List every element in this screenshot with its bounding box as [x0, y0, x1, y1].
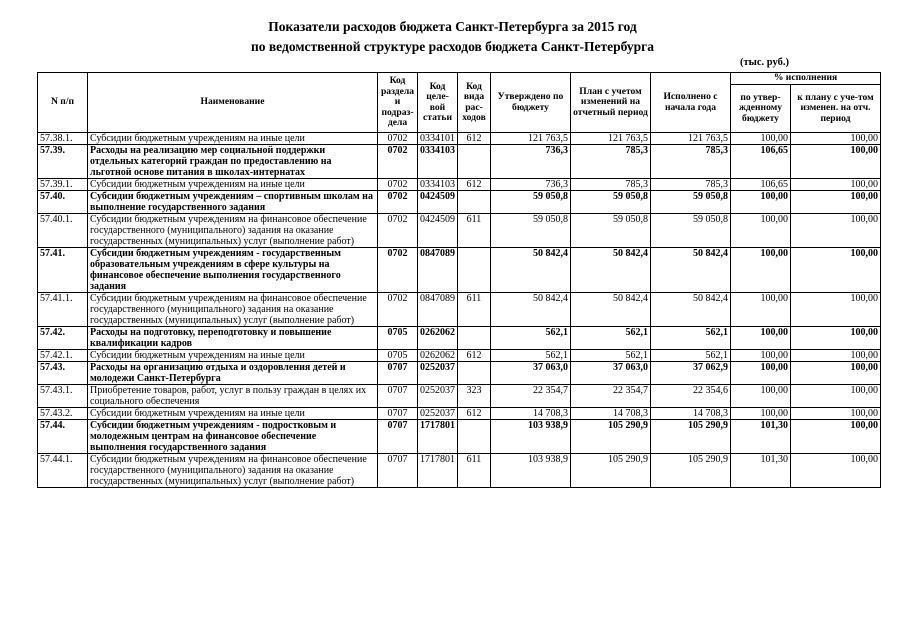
- cell-pct-approved: 101,30: [731, 420, 791, 454]
- cell-statya: 0847089: [418, 293, 458, 327]
- cell-name: Субсидии бюджетным учреждениям на иные цели: [88, 179, 378, 191]
- cell-executed: 59 050,8: [651, 191, 731, 214]
- cell-pct-approved: 100,00: [731, 133, 791, 145]
- table-row: [38, 145, 881, 179]
- cell-executed: 121 763,5: [651, 133, 731, 145]
- cell-vid: 612: [458, 408, 491, 420]
- cell-name: Субсидии бюджетным учреждениям – спортивным школам на выполнение государственного задания: [88, 191, 378, 214]
- cell-razdel: 0702: [378, 248, 418, 293]
- cell-statya: 1717801: [418, 454, 458, 488]
- cell-executed: 50 842,4: [651, 293, 731, 327]
- cell-pct-plan: 100,00: [791, 214, 881, 248]
- cell-statya: 0262062: [418, 327, 458, 350]
- cell-np: 57.43.2.: [38, 408, 88, 420]
- table-row: [38, 385, 881, 408]
- cell-pct-plan: 100,00: [791, 420, 881, 454]
- cell-name: Субсидии бюджетным учреждениям на иные цели: [88, 350, 378, 362]
- header-plan: План с учетом изменений на отчетный период: [571, 73, 651, 133]
- cell-approved: 14 708,3: [491, 408, 571, 420]
- cell-approved: 50 842,4: [491, 248, 571, 293]
- cell-approved: 59 050,8: [491, 191, 571, 214]
- cell-razdel: 0707: [378, 362, 418, 385]
- cell-np: 57.42.1.: [38, 350, 88, 362]
- cell-executed: 562,1: [651, 327, 731, 350]
- cell-np: 57.41.: [38, 248, 88, 293]
- cell-razdel: 0702: [378, 214, 418, 248]
- cell-plan: 105 290,9: [571, 454, 651, 488]
- cell-statya: 0334103: [418, 145, 458, 179]
- cell-pct-plan: 100,00: [791, 454, 881, 488]
- document-title: Показатели расходов бюджета Санкт-Петербурга за 2015 год: [268, 19, 637, 34]
- cell-np: 57.43.: [38, 362, 88, 385]
- cell-razdel: 0707: [378, 385, 418, 408]
- cell-razdel: 0702: [378, 293, 418, 327]
- cell-statya: 0252037: [418, 385, 458, 408]
- cell-plan: 121 763,5: [571, 133, 651, 145]
- header-vid: Код вида рас-ходов: [458, 73, 491, 133]
- cell-approved: 562,1: [491, 350, 571, 362]
- cell-razdel: 0702: [378, 179, 418, 191]
- cell-approved: 50 842,4: [491, 293, 571, 327]
- cell-plan: 59 050,8: [571, 214, 651, 248]
- cell-pct-plan: 100,00: [791, 191, 881, 214]
- table-row: [38, 248, 881, 293]
- cell-name: Субсидии бюджетным учреждениям - подростковым и молодежным центрам на финансовое обеспечение выполнения государственного задания: [88, 420, 378, 454]
- cell-approved: 562,1: [491, 327, 571, 350]
- cell-executed: 785,3: [651, 145, 731, 179]
- cell-name: Приобретение товаров, работ, услуг в пользу граждан в целях их социального обеспечения: [88, 385, 378, 408]
- cell-name: Субсидии бюджетным учреждениям на иные цели: [88, 408, 378, 420]
- cell-name: Субсидии бюджетным учреждениям на финансовое обеспечение государственного (муниципального) задания на оказание государственных (муниципальных) услуг (выполнение работ): [88, 293, 378, 327]
- cell-plan: 562,1: [571, 350, 651, 362]
- table-body: [38, 133, 881, 488]
- header-pct-group: % исполнения: [731, 73, 881, 85]
- cell-vid: 612: [458, 350, 491, 362]
- cell-name: Расходы на реализацию мер социальной поддержки отдельных категорий граждан по предоставлению на льготной основе питания в школах-интернатах: [88, 145, 378, 179]
- cell-plan: 105 290,9: [571, 420, 651, 454]
- table-row: [38, 454, 881, 488]
- cell-pct-approved: 100,00: [731, 362, 791, 385]
- cell-razdel: 0707: [378, 408, 418, 420]
- cell-statya: 0424509: [418, 191, 458, 214]
- table-row: [38, 191, 881, 214]
- table-row: [38, 133, 881, 145]
- cell-approved: 736,3: [491, 179, 571, 191]
- cell-vid: 612: [458, 133, 491, 145]
- cell-np: 57.40.: [38, 191, 88, 214]
- cell-name: Субсидии бюджетным учреждениям на иные цели: [88, 133, 378, 145]
- cell-statya: 0334101: [418, 133, 458, 145]
- cell-pct-plan: 100,00: [791, 350, 881, 362]
- cell-razdel: 0707: [378, 420, 418, 454]
- cell-executed: 105 290,9: [651, 454, 731, 488]
- cell-approved: 59 050,8: [491, 214, 571, 248]
- cell-vid: 611: [458, 293, 491, 327]
- cell-vid: 611: [458, 214, 491, 248]
- header-pct-plan: к плану с уче-том изменен. на отч. период: [791, 85, 881, 133]
- header-statya: Код целе-вой статьи: [418, 73, 458, 133]
- cell-vid: 612: [458, 179, 491, 191]
- cell-executed: 50 842,4: [651, 248, 731, 293]
- cell-razdel: 0702: [378, 145, 418, 179]
- cell-pct-plan: 100,00: [791, 293, 881, 327]
- table-row: [38, 420, 881, 454]
- cell-pct-approved: 106,65: [731, 179, 791, 191]
- header-razdel: Код раздела и подраз-дела: [378, 73, 418, 133]
- cell-approved: 37 063,0: [491, 362, 571, 385]
- table-row: [38, 214, 881, 248]
- cell-razdel: 0702: [378, 133, 418, 145]
- cell-statya: 0252037: [418, 408, 458, 420]
- table-row: [38, 293, 881, 327]
- cell-pct-approved: 100,00: [731, 408, 791, 420]
- cell-plan: 14 708,3: [571, 408, 651, 420]
- table-row: [38, 408, 881, 420]
- cell-executed: 105 290,9: [651, 420, 731, 454]
- cell-np: 57.44.1.: [38, 454, 88, 488]
- cell-plan: 50 842,4: [571, 293, 651, 327]
- cell-np: 57.44.: [38, 420, 88, 454]
- cell-executed: 562,1: [651, 350, 731, 362]
- table-row: [38, 179, 881, 191]
- cell-plan: 562,1: [571, 327, 651, 350]
- cell-pct-plan: 100,00: [791, 179, 881, 191]
- cell-name: Расходы на подготовку, переподготовку и повышение квалификации кадров: [88, 327, 378, 350]
- budget-table: [37, 72, 881, 488]
- cell-pct-plan: 100,00: [791, 327, 881, 350]
- header-name: Наименование: [88, 73, 378, 133]
- cell-np: 57.39.1.: [38, 179, 88, 191]
- cell-plan: 59 050,8: [571, 191, 651, 214]
- cell-pct-plan: 100,00: [791, 362, 881, 385]
- cell-vid: 611: [458, 454, 491, 488]
- cell-pct-approved: 100,00: [731, 327, 791, 350]
- cell-pct-approved: 100,00: [731, 350, 791, 362]
- cell-razdel: 0705: [378, 350, 418, 362]
- cell-pct-plan: 100,00: [791, 145, 881, 179]
- cell-executed: 59 050,8: [651, 214, 731, 248]
- cell-executed: 37 062,9: [651, 362, 731, 385]
- cell-plan: 22 354,7: [571, 385, 651, 408]
- cell-pct-approved: 100,00: [731, 214, 791, 248]
- cell-plan: 37 063,0: [571, 362, 651, 385]
- cell-approved: 121 763,5: [491, 133, 571, 145]
- table-row: [38, 327, 881, 350]
- table-row: [38, 362, 881, 385]
- cell-razdel: 0707: [378, 454, 418, 488]
- cell-name: Субсидии бюджетным учреждениям на финансовое обеспечение государственного (муниципального) задания на оказание государственных (муниципальных) услуг (выполнение работ): [88, 214, 378, 248]
- cell-vid: 323: [458, 385, 491, 408]
- cell-vid: [458, 145, 491, 179]
- cell-statya: 0252037: [418, 362, 458, 385]
- cell-approved: 736,3: [491, 145, 571, 179]
- cell-pct-plan: 100,00: [791, 408, 881, 420]
- cell-executed: 14 708,3: [651, 408, 731, 420]
- cell-name: Субсидии бюджетным учреждениям на финансовое обеспечение государственного (муниципального) задания на оказание государственных (муниципальных) услуг (выполнение работ): [88, 454, 378, 488]
- cell-executed: 785,3: [651, 179, 731, 191]
- header-np: N п/п: [38, 73, 88, 133]
- cell-statya: 0847089: [418, 248, 458, 293]
- header-pct-approved: по утвер-жденному бюджету: [731, 85, 791, 133]
- cell-executed: 22 354,6: [651, 385, 731, 408]
- cell-np: 57.43.1.: [38, 385, 88, 408]
- cell-np: 57.42.: [38, 327, 88, 350]
- cell-plan: 785,3: [571, 179, 651, 191]
- cell-approved: 22 354,7: [491, 385, 571, 408]
- cell-np: 57.41.1.: [38, 293, 88, 327]
- cell-pct-approved: 101,30: [731, 454, 791, 488]
- table-row: [38, 350, 881, 362]
- cell-statya: 0334103: [418, 179, 458, 191]
- cell-statya: 0262062: [418, 350, 458, 362]
- cell-plan: 50 842,4: [571, 248, 651, 293]
- cell-razdel: 0702: [378, 191, 418, 214]
- document-subtitle: по ведомственной структуре расходов бюджета Санкт-Петербурга: [250, 39, 655, 54]
- cell-pct-approved: 100,00: [731, 385, 791, 408]
- cell-pct-approved: 100,00: [731, 191, 791, 214]
- cell-approved: 103 938,9: [491, 420, 571, 454]
- cell-name: Расходы на организацию отдыха и оздоровления детей и молодежи Санкт-Петербурга: [88, 362, 378, 385]
- cell-statya: 0424509: [418, 214, 458, 248]
- cell-np: 57.40.1.: [38, 214, 88, 248]
- cell-pct-approved: 106,65: [731, 145, 791, 179]
- header-executed: Исполнено с начала года: [651, 73, 731, 133]
- cell-vid: [458, 420, 491, 454]
- cell-np: 57.39.: [38, 145, 88, 179]
- table-header: [38, 73, 881, 133]
- cell-pct-approved: 100,00: [731, 248, 791, 293]
- cell-vid: [458, 191, 491, 214]
- cell-name: Субсидии бюджетным учреждениям - государственным образовательным учреждениям в сфере культуры на финансовое обеспечение выполнения государственного задания: [88, 248, 378, 293]
- cell-approved: 103 938,9: [491, 454, 571, 488]
- cell-pct-plan: 100,00: [791, 248, 881, 293]
- cell-plan: 785,3: [571, 145, 651, 179]
- cell-np: 57.38.1.: [38, 133, 88, 145]
- cell-razdel: 0705: [378, 327, 418, 350]
- cell-vid: [458, 248, 491, 293]
- header-approved: Утверждено по бюджету: [491, 73, 571, 133]
- cell-pct-approved: 100,00: [731, 293, 791, 327]
- cell-statya: 1717801: [418, 420, 458, 454]
- cell-vid: [458, 362, 491, 385]
- cell-pct-plan: 100,00: [791, 133, 881, 145]
- cell-pct-plan: 100,00: [791, 385, 881, 408]
- cell-vid: [458, 327, 491, 350]
- units-label: (тыс. руб.): [740, 57, 789, 68]
